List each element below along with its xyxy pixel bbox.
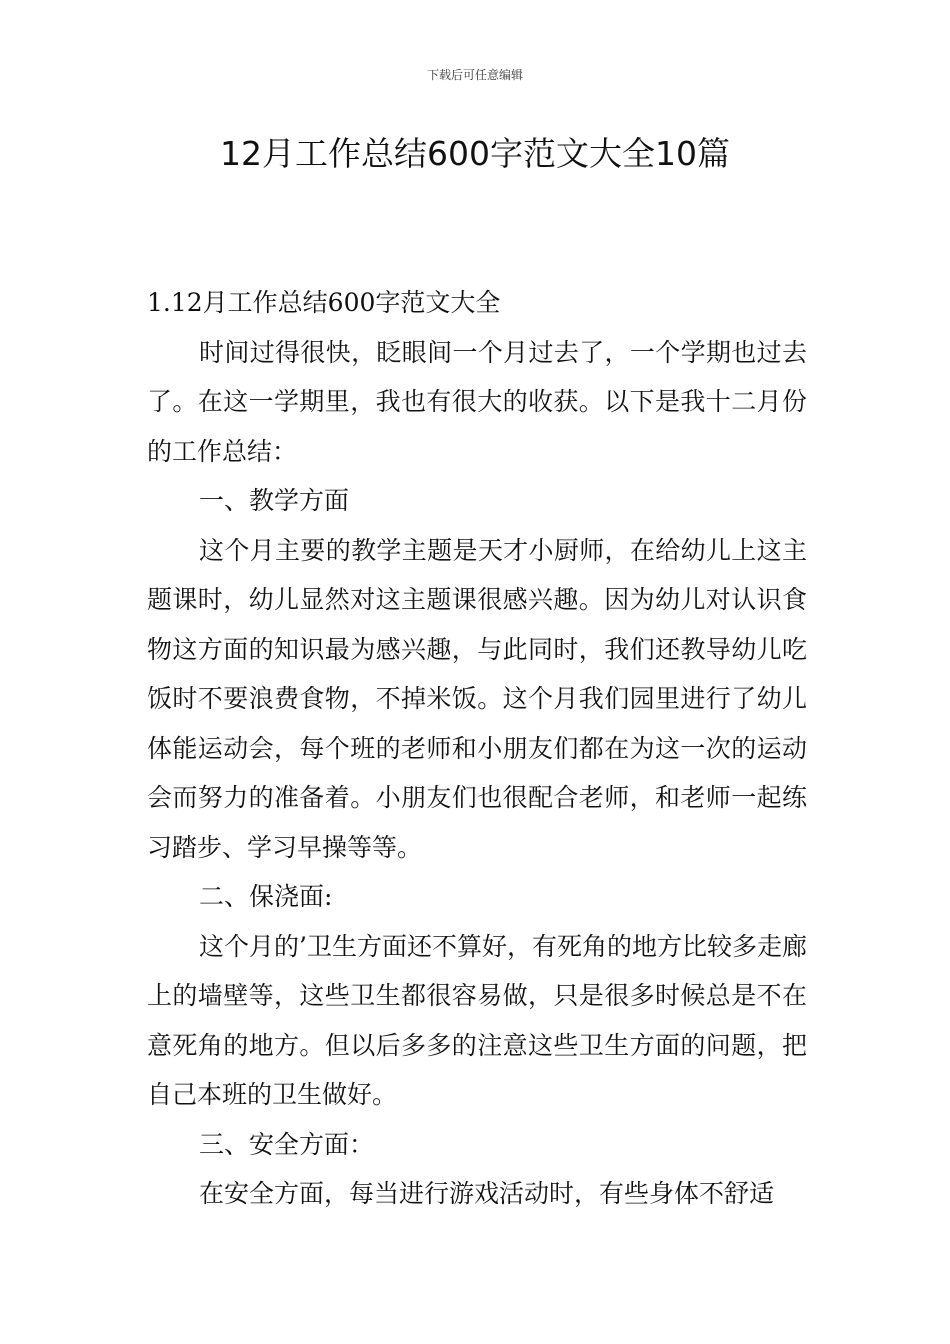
intro-paragraph: 时间过得很快，眨眼间一个月过去了，一个学期也过去了。在这一学期里，我也有很大的收获。以下是我十二月份的工作总结：	[147, 337, 807, 466]
subheading-hygiene: 二、保浇面:	[199, 882, 333, 911]
section-heading: 1.12月工作总结600字范文大全	[147, 288, 501, 317]
document-title: 12月工作总结600字范文大全10篇	[220, 134, 730, 173]
paragraph-teaching: 这个月主要的教学主题是天才小厨师，在给幼儿上这主题课时，幼儿显然对这主题课很感兴趣。因为幼儿对认识食物这方面的知识最为感兴趣，与此同时，我们还教导幼儿吃饭时不要浪费食物，不掉米饭。这个月我们园里进行了幼儿体能运动会，每个班的老师和小朋友们都在为这一次的运动会而努力的准备着。小朋友们也很配合老师，和老师一起练习踏步、学习早操等等。	[147, 535, 807, 862]
document-body	[147, 278, 807, 1219]
subheading-safety: 三、安全方面：	[199, 1129, 375, 1159]
paragraph-safety: 在安全方面，每当进行游戏活动时，有些身体不舒适	[199, 1179, 775, 1208]
paragraph-hygiene: 这个月的’卫生方面还不算好，有死角的地方比较多走廊上的墙壁等，这些卫生都很容易做，只是很多时候总是不在意死角的地方。但以后多多的注意这些卫生方面的问题，把自己本班的卫生做好。	[147, 931, 807, 1109]
subheading-teaching: 一、教学方面	[199, 486, 350, 515]
header-note: 下载后可任意编辑	[426, 68, 523, 82]
